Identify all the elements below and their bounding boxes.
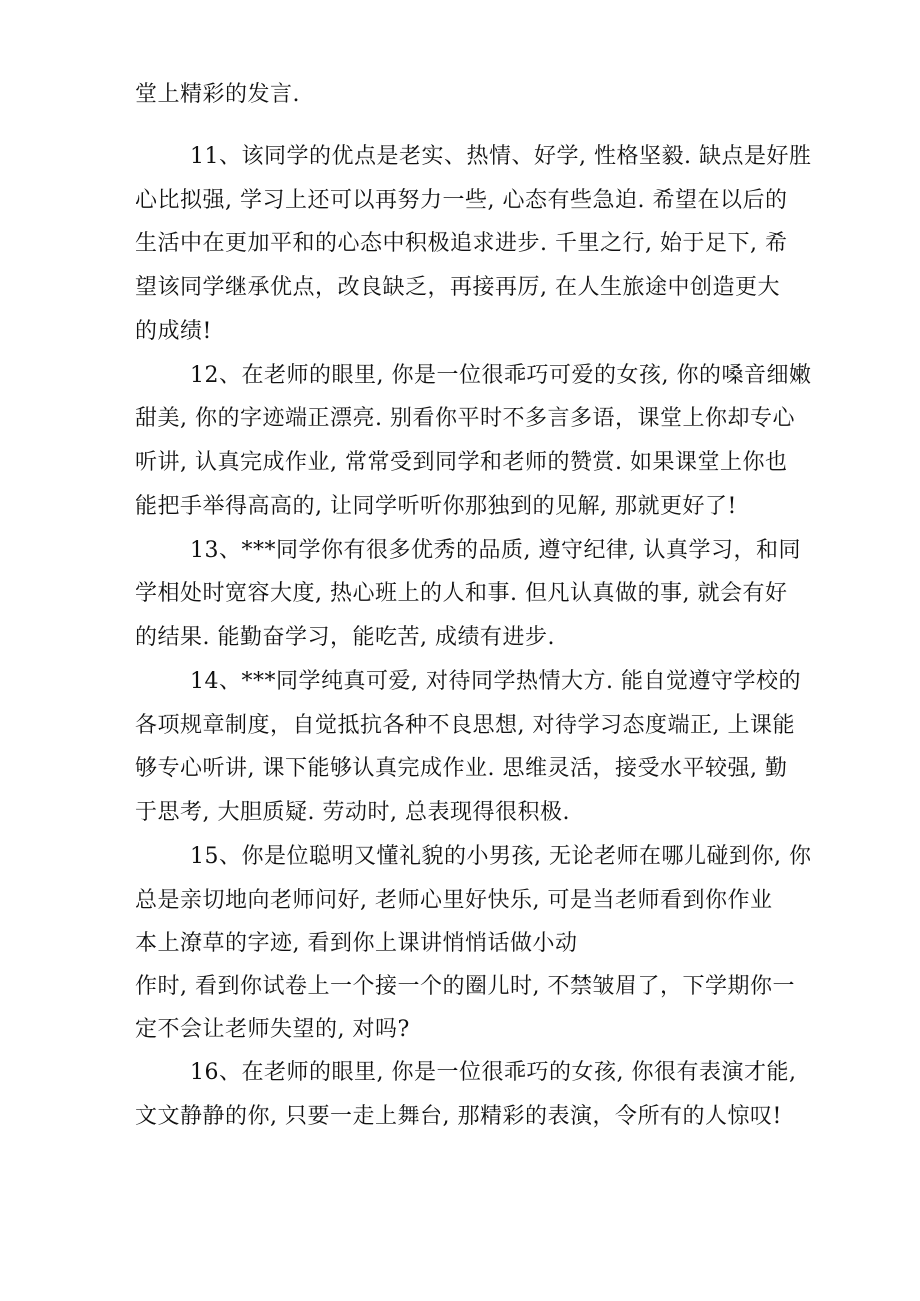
text-line: 望该同学继承优点，改良缺乏，再接再厉, 在人生旅途中创造更大 — [135, 275, 780, 300]
paragraph-14-line: 14、***同学纯真可爱, 对待同学热情大方. 能自觉遵守学校的 — [190, 669, 801, 694]
text-line: 听讲, 认真完成作业, 常常受到同学和老师的赞赏. 如果课堂上你也 — [135, 450, 788, 475]
text-line: 的成绩! — [135, 319, 212, 344]
text-line: 作时, 看到你试卷上一个接一个的圈儿时, 不禁皱眉了，下学期你一 — [135, 974, 795, 999]
text-line: 本上潦草的字迹, 看到你上课讲悄悄话做小动 — [135, 931, 578, 956]
text-line: 心比拟强, 学习上还可以再努力一些, 心态有些急迫. 希望在以后的 — [135, 188, 788, 213]
paragraph-13-line: 13、***同学你有很多优秀的品质, 遵守纪律, 认真学习，和同 — [190, 538, 801, 563]
text-line: 够专心听讲, 课下能够认真完成作业. 思维灵活，接受水平较强, 勤 — [135, 756, 788, 781]
paragraph-11-line: 11、该同学的优点是老实、热情、好学, 性格坚毅. 缺点是好胜 — [190, 144, 812, 169]
paragraph-16-line: 16、在老师的眼里, 你是一位很乖巧的女孩, 你很有表演才能, — [190, 1060, 797, 1085]
text-line: 各项规章制度，自觉抵抗各种不良思想, 对待学习态度端正, 上课能 — [135, 713, 795, 738]
text-line: 定不会让老师失望的, 对吗? — [135, 1017, 410, 1042]
paragraph-12-line: 12、在老师的眼里, 你是一位很乖巧可爱的女孩, 你的嗓音细嫩 — [190, 363, 812, 388]
text-line: 的结果. 能勤奋学习，能吃苦, 成绩有进步. — [135, 625, 555, 650]
text-line: 总是亲切地向老师问好, 老师心里好快乐, 可是当老师看到你作业 — [135, 888, 773, 913]
text-line: 文文静静的你, 只要一走上舞台, 那精彩的表演，令所有的人惊叹! — [135, 1104, 782, 1129]
text-line: 生活中在更加平和的心态中积极追求进步. 千里之行, 始于足下, 希 — [135, 231, 788, 256]
text-line: 堂上精彩的发言. — [135, 82, 300, 107]
text-line: 能把手举得高高的, 让同学听听你那独到的见解, 那就更好了! — [135, 494, 737, 519]
text-line: 学相处时宽容大度, 热心班上的人和事. 但凡认真做的事, 就会有好 — [135, 581, 788, 606]
paragraph-15-line: 15、你是位聪明又懂礼貌的小男孩, 无论老师在哪儿碰到你, 你 — [190, 844, 812, 869]
text-line: 甜美, 你的字迹端正漂亮. 别看你平时不多言多语，课堂上你却专心 — [135, 406, 795, 431]
text-line: 于思考, 大胆质疑. 劳动时, 总表现得很积极. — [135, 800, 570, 825]
